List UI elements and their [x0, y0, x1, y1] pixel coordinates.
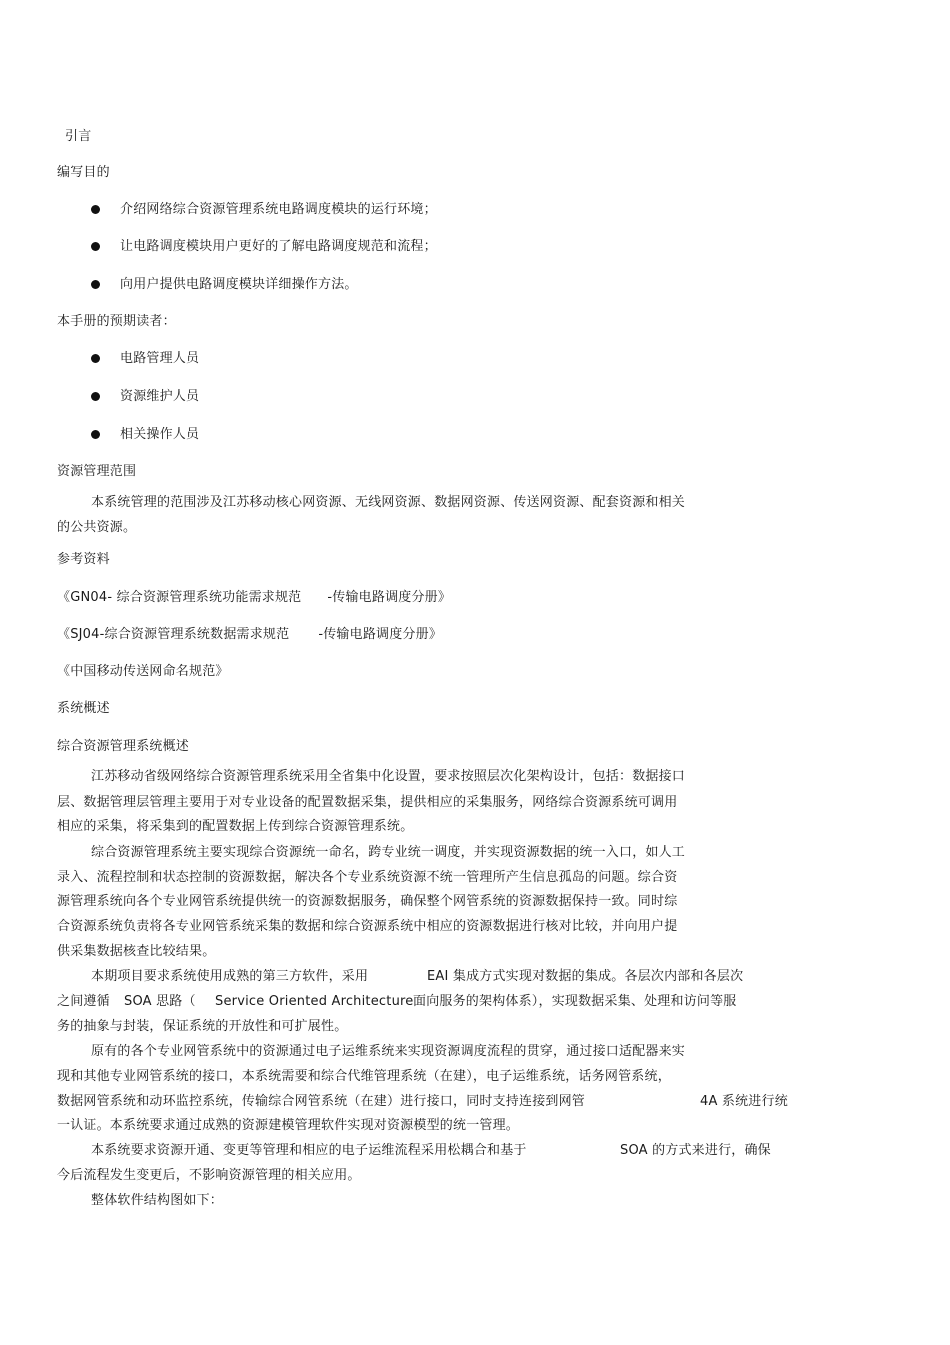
heading-overview: 系统概述	[57, 701, 110, 716]
paragraph-line: 综合资源管理系统主要实现综合资源统一命名，跨专业统一调度，并实现资源数据的统一入口，如人工	[91, 845, 686, 860]
reference-item	[57, 589, 451, 607]
paragraph-line: 务的抽象与封装，保证系统的开放性和可扩展性。	[57, 1019, 348, 1034]
paragraph-line: 之间遵循	[57, 994, 110, 1009]
heading-readers: 本手册的预期读者：	[57, 314, 176, 329]
purpose-item: 向用户提供电路调度模块详细操作方法。	[120, 277, 358, 292]
paragraph-line: 相应的采集，将采集到的配置数据上传到综合资源管理系统。	[57, 819, 414, 834]
paragraph-line: 本期项目要求系统使用成熟的第三方软件，采用	[91, 969, 369, 984]
paragraph-line: 现和其他专业网管系统的接口，本系统需要和综合代维管理系统（在建），电子运维系统，话务网管系统，	[57, 1069, 671, 1084]
reader-item: 资源维护人员	[120, 389, 200, 404]
paragraph-line: 面向服务的架构体系），实现数据采集、处理和访问等服	[413, 994, 737, 1009]
paragraph-line: 原有的各个专业网管系统中的资源通过电子运维系统来实现资源调度流程的贯穿，通过接口适配器来实	[91, 1044, 686, 1059]
reference-volume: -传输电路调度分册》	[327, 590, 452, 605]
paragraph-line: SOA 的方式来进行，确保	[620, 1143, 771, 1158]
paragraph-line: 层、数据管理层管理主要用于对专业设备的配置数据采集，提供相应的采集服务，网络综合资源系统可调用	[57, 795, 678, 810]
paragraph-line: EAI 集成方式实现对数据的集成。各层次内部和各层次	[427, 969, 744, 984]
reference-item	[57, 626, 442, 644]
bullet-dot	[91, 242, 100, 251]
paragraph-line: 本系统要求资源开通、变更等管理和相应的电子运维流程采用松耦合和基于	[91, 1143, 527, 1158]
paragraph-line: SOA 思路（	[124, 994, 196, 1009]
heading-references: 参考资料	[57, 552, 110, 567]
heading-purpose: 编写目的	[57, 165, 110, 180]
paragraph-line: 4A 系统进行统	[700, 1094, 788, 1109]
paragraph-line: 源管理系统向各个专业网管系统提供统一的资源数据服务，确保整个网管系统的资源数据保持一致。同时综	[57, 894, 678, 909]
heading-scope: 资源管理范围	[57, 464, 137, 479]
reference-title: 《SJ04-综合资源管理系统数据需求规范	[57, 627, 290, 642]
paragraph-line: Service Oriented Architecture	[215, 994, 414, 1009]
reader-item: 电路管理人员	[120, 351, 200, 366]
paragraph-line: 一认证。本系统要求通过成熟的资源建模管理软件实现对资源模型的统一管理。	[57, 1118, 520, 1133]
scope-line: 本系统管理的范围涉及江苏移动核心网资源、无线网资源、数据网资源、传送网资源、配套资源和相关	[91, 495, 686, 510]
bullet-dot	[91, 392, 100, 401]
bullet-dot	[91, 354, 100, 363]
reference-title: 《GN04- 综合资源管理系统功能需求规范	[57, 590, 302, 605]
paragraph-line: 合资源系统负责将各专业网管系统采集的数据和综合资源系统中相应的资源数据进行核对比较，并向用户提	[57, 919, 678, 934]
bullet-dot	[91, 430, 100, 439]
purpose-item: 让电路调度模块用户更好的了解电路调度规范和流程；	[120, 239, 437, 254]
paragraph-line: 数据网管系统和动环监控系统，传输综合网管系统（在建）进行接口，同时支持连接到网管	[57, 1094, 586, 1109]
heading-intro: 引言	[65, 129, 92, 144]
reader-item: 相关操作人员	[120, 427, 200, 442]
figure-intro-line: 整体软件结构图如下：	[91, 1193, 224, 1208]
reference-item: 《中国移动传送网命名规范》	[57, 664, 229, 679]
paragraph-line: 江苏移动省级网络综合资源管理系统采用全省集中化设置，要求按照层次化架构设计，包括：数据接口	[91, 769, 686, 784]
paragraph-line: 今后流程发生变更后，不影响资源管理的相关应用。	[57, 1168, 361, 1183]
paragraph-line: 供采集数据核查比较结果。	[57, 944, 216, 959]
purpose-item: 介绍网络综合资源管理系统电路调度模块的运行环境；	[120, 202, 437, 217]
bullet-dot	[91, 205, 100, 214]
bullet-dot	[91, 280, 100, 289]
subheading-overview: 综合资源管理系统概述	[57, 739, 190, 754]
scope-line: 的公共资源。	[57, 520, 137, 535]
paragraph-line: 录入、流程控制和状态控制的资源数据，解决各个专业系统资源不统一管理所产生信息孤岛的问题。综合资	[57, 870, 678, 885]
reference-volume: -传输电路调度分册》	[318, 627, 443, 642]
